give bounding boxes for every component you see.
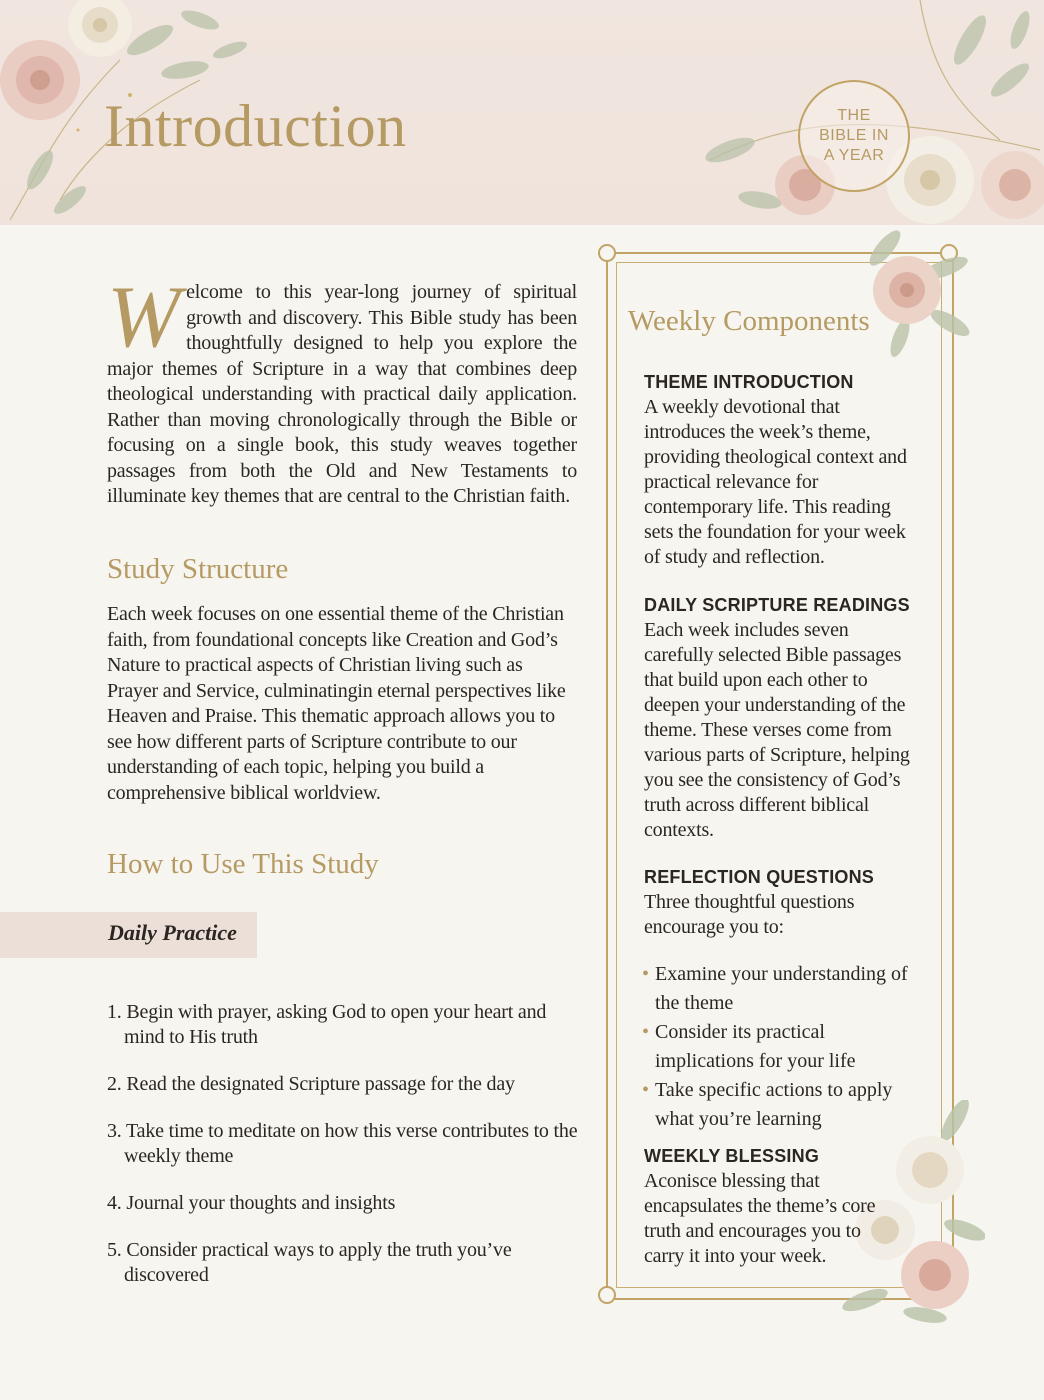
weekly-components-heading: Weekly Components [628, 305, 870, 337]
bullet-dot-icon: • [642, 1021, 650, 1043]
daily-steps-list [107, 1000, 582, 1310]
reflection-questions-heading: REFLECTION QUESTIONS [644, 867, 875, 887]
bullet-dot-icon: • [642, 1079, 650, 1101]
bullet-text: Take specific actions to apply what you’re learning [655, 1079, 893, 1130]
theme-introduction-text: A weekly devotional that introduces the week’s theme, providing theological context and practical relevance for contemporary life. This reading sets the foundation for your week of study and reflection. [644, 396, 907, 568]
badge-line-1: THE [837, 107, 871, 124]
intro-section [107, 269, 577, 510]
page-title: Introduction [104, 93, 407, 159]
list-item [642, 1018, 912, 1076]
daily-readings-heading: DAILY SCRIPTURE READINGS [644, 595, 910, 615]
list-item [642, 1076, 912, 1134]
bullet-text: Examine your understanding of the theme [655, 963, 908, 1014]
daily-practice-label: Daily Practice [108, 920, 237, 945]
bullet-dot-icon: • [642, 963, 650, 985]
study-structure-heading: Study Structure [107, 553, 289, 585]
list-item: 4. Journal your thoughts and insights [107, 1192, 396, 1214]
daily-readings-text: Each week includes seven carefully selected Bible passages that build upon each other to deepen your understanding of the theme. These verses come from various parts of Scripture, helping you see the consistency of God’s truth across different biblical contexts. [644, 619, 910, 841]
theme-introduction-heading: THEME INTRODUCTION [644, 372, 854, 392]
bullet-text: Consider its practical implications for your life [655, 1021, 856, 1072]
intro-paragraph [107, 269, 577, 510]
how-to-use-heading: How to Use This Study [107, 848, 379, 880]
weekly-blessing-heading: WEEKLY BLESSING [644, 1146, 820, 1166]
intro-text: elcome to this year-long journey of spiritual growth and discovery. This Bible study has been thoughtfully designed to help you explore the major themes of Scripture in a way that combines deep theological understanding with practical daily application. Rather than moving chronologically through the Bible or focusing on a single book, this study weaves together passages from both the Old and New Testaments to illuminate key themes that are central to the Christian faith. [107, 281, 577, 507]
study-structure-paragraph: Each week focuses on one essential theme of the Christian faith, from foundational concepts like Creation and God’s Nature to practical aspects of Christian living such as Prayer and Service, culminatingin eternal perspectives like Heaven and Praise. This thematic approach allows you to see how different parts of Scripture contribute to our understanding of each topic, helping you build a comprehensive biblical worldview. [107, 603, 566, 804]
frame-corner-ornament [598, 1286, 616, 1304]
badge-line-2: BIBLE IN [819, 127, 889, 144]
reflection-bullets [642, 960, 912, 1134]
bible-in-a-year-badge [798, 80, 910, 192]
weekly-blessing-text: Aconisce blessing that encapsulates the theme’s core truth and encourages you to carry it into your week. [644, 1170, 876, 1267]
list-item: 3. Take time to meditate on how this verse contributes to the weekly theme [107, 1120, 578, 1167]
list-item: 1. Begin with prayer, asking God to open your heart and mind to His truth [107, 1001, 547, 1048]
list-item: 5. Consider practical ways to apply the truth you’ve discovered [107, 1239, 512, 1286]
frame-corner-ornament [598, 244, 616, 262]
floral-decoration-sidebar-top [845, 228, 975, 368]
list-item [642, 960, 912, 1018]
header-band [0, 0, 1044, 225]
drop-cap: W [107, 269, 181, 366]
list-item: 2. Read the designated Scripture passage for the day [107, 1073, 515, 1095]
reflection-questions-text: Three thoughtful questions encourage you to: [644, 891, 855, 938]
badge-line-3: A YEAR [823, 147, 885, 164]
